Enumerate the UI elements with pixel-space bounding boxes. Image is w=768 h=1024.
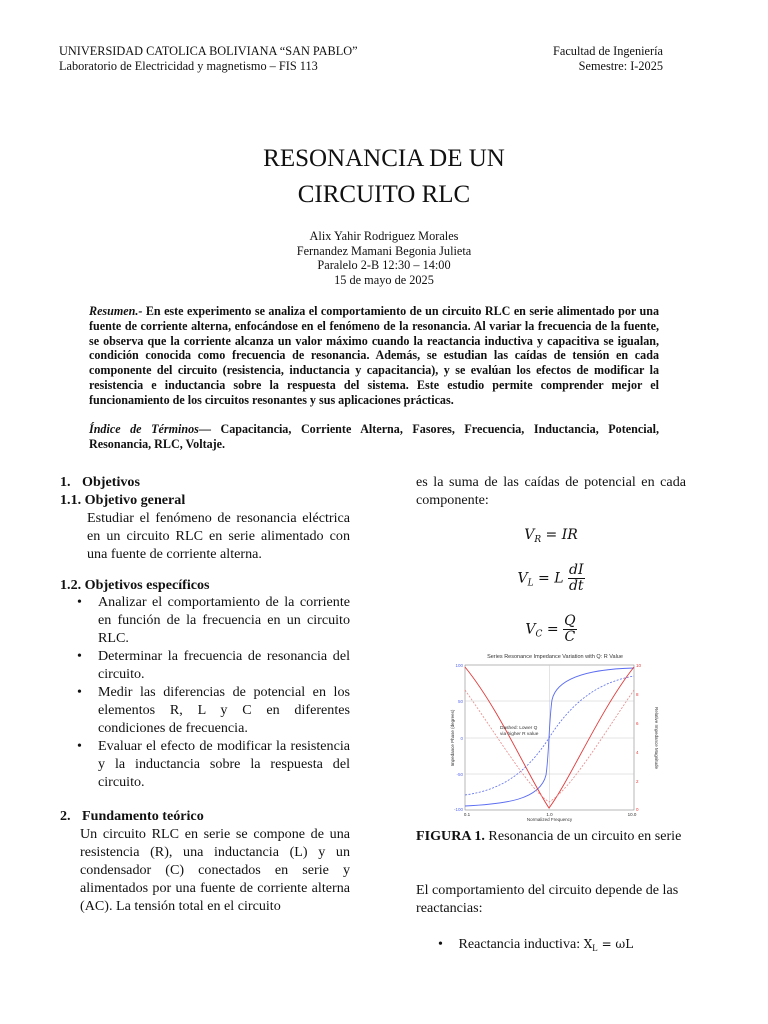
section-1-1-heading: 1.1. Objetivo general <box>60 491 186 508</box>
tick-label: 1.0 <box>546 812 553 817</box>
x-axis-label: Normalized Frequency <box>526 817 573 822</box>
abstract <box>89 304 659 408</box>
author-1: Alix Yahir Rodriguez Morales <box>309 229 459 243</box>
section-1-heading <box>60 474 350 492</box>
figure-caption <box>416 828 691 846</box>
y-right-axis-label: Relative Impedance Magnitude <box>654 706 659 770</box>
index-terms <box>89 422 659 452</box>
page-title <box>0 141 768 213</box>
tick-label: 10.0 <box>627 812 637 817</box>
section-1-title: Objetivos <box>82 474 140 490</box>
caption-label: FIGURA 1. <box>416 828 485 844</box>
faculty-name: Facultad de Ingeniería <box>553 44 663 58</box>
authors-block <box>0 229 768 287</box>
caption-text: Resonancia de un circuito en serie <box>484 828 682 844</box>
tick-label: 2 <box>636 779 639 784</box>
tick-label: 100 <box>455 663 463 668</box>
tick-label: 10 <box>636 663 642 668</box>
resonance-figure <box>445 650 665 822</box>
annotation-line-1: Dashed: Lower Q <box>500 726 538 731</box>
section-1-number: 1. <box>60 474 71 490</box>
header-right <box>553 44 663 74</box>
title-line-2: CIRCUITO RLC <box>297 181 471 208</box>
section-2-text: Un circuito RLC en serie se compone de una resistencia (R), una inductancia (L) y un condensador (C) conectados en serie y alimentados por una fuente de corriente alterna (AC). La tensión total en el circuito <box>80 826 350 914</box>
header-left <box>59 44 358 74</box>
tick-label: 8 <box>636 692 639 697</box>
section-1-2-heading: 1.2. Objetivos específicos <box>60 576 210 593</box>
date: 15 de mayo de 2025 <box>334 272 434 287</box>
tick-label: 6 <box>636 721 639 726</box>
figure-background <box>445 650 665 822</box>
index-terms-dash: — <box>198 422 221 436</box>
tick-label: 50 <box>457 699 463 704</box>
annotation-line-2: via higher R value <box>500 732 539 737</box>
section-1-1-text: Estudiar el fenómeno de resonancia eléctrica en un circuito RLC en serie alimentado con una fuente de corriente alterna. <box>87 509 350 562</box>
section-2-title: Fundamento teórico <box>82 808 204 825</box>
abstract-label: Resumen.- <box>89 304 143 318</box>
y-left-axis-label: Impedance Phase (degrees) <box>450 709 455 767</box>
tick-label: 0.1 <box>463 812 471 817</box>
index-terms-label: Índice de Términos <box>89 422 199 436</box>
abstract-text: En este experimento se analiza el comportamiento de un circuito RLC en serie alimentado por una fuente de corriente alterna, enfocándose en el fenómeno de la resonancia. Al variar la frecuencia de la fuente, se observa que la corriente alcanza un valor máximo cuando la reactancia inductiva y capacitiva se igualan, condición conocida como frecuencia de resonancia. Además, se estudian las caídas de tensión en cada componente del circuito (resistencia, inductancia y capacitancia), y se evalúan los efectos de modificar la resistencia e inductancia sobre la respuesta del sistema. Este estudio permite comprender mejor el funcionamiento de los circuitos resonantes y sus aplicaciones prácticas. <box>89 304 659 407</box>
equation-vl: $V_L = L$ $\frac{dI}{dt}$ <box>517 562 584 594</box>
figure-title: Series Resonance Impedance Variation with Q: R Value <box>487 654 623 660</box>
section-2-number: 2. <box>60 808 71 825</box>
tick-label: 4 <box>636 750 639 755</box>
bullet-label: Reactancia inductiva: <box>458 936 584 952</box>
equation-vr: $V_R$ = IR <box>524 527 578 545</box>
tick-label: -100 <box>453 807 463 812</box>
university-name: UNIVERSIDAD CATOLICA BOLIVIANA “SAN PABLO” <box>59 44 358 58</box>
index-terms-text: Capacitancia, Corriente Alterna, Fasores, Frecuencia, Inductancia, Potencial, Resonancia, RLC, Voltaje. <box>89 422 659 451</box>
author-2: Fernandez Mamani Begonia Julieta <box>296 243 472 258</box>
reactance-bullet: • Reactancia inductiva: $X_L = \omega L$ <box>438 936 634 953</box>
reactance-paragraph: El comportamiento del circuito depende de las reactancias: <box>416 882 679 916</box>
list-item: • Determinar la frecuencia de resonancia del circuito. <box>75 648 350 684</box>
left-column <box>60 474 350 916</box>
list-item: • Medir las diferencias de potencial en los elementos R, L y C en diferentes condiciones de frecuencia. <box>75 684 350 738</box>
list-item: • Analizar el comportamiento de la corriente en función de la frecuencia en un circuito RLC. <box>75 594 350 648</box>
title-line-1: RESONANCIA DE UN <box>263 145 505 172</box>
lab-name: Laboratorio de Electricidad y magnetismo – FIS 113 <box>59 59 318 73</box>
tick-label: 0 <box>460 736 463 741</box>
semester: Semestre: I-2025 <box>578 59 663 73</box>
list-item: • Evaluar el efecto de modificar la resistencia y la inductancia sobre la respuesta del circuito. <box>75 738 350 792</box>
tick-label: -50 <box>456 772 463 777</box>
paralelo: Paralelo 2-B 12:30 – 14:00 <box>317 258 451 273</box>
objectives-list <box>75 594 350 791</box>
right-intro: es la suma de las caídas de potencial en cada componente: <box>416 474 686 508</box>
bullet-formula: X <box>583 937 593 951</box>
bullet-icon: • <box>438 936 443 952</box>
equation-vc: $V_C$ = $\frac{Q}{C}$ <box>525 613 576 645</box>
tick-label: 0 <box>636 807 639 812</box>
section-2-heading <box>60 808 350 826</box>
